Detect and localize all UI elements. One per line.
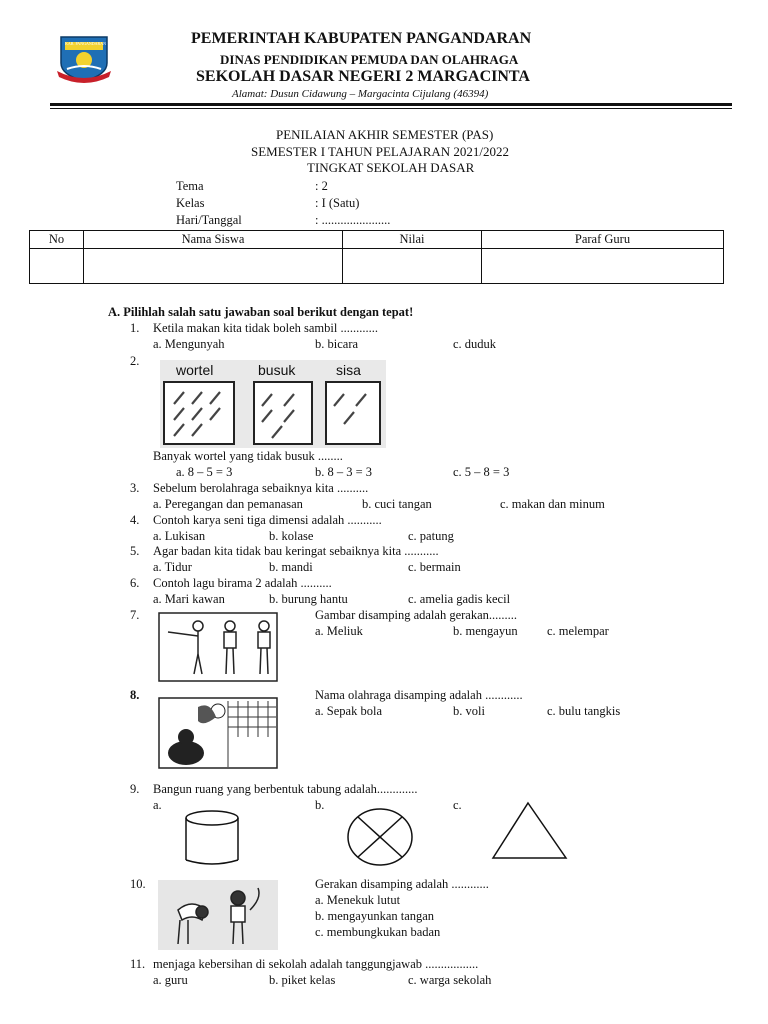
score-table — [29, 230, 724, 284]
triangle-shape[interactable] — [490, 800, 570, 862]
hari-value: : ...................... — [315, 213, 391, 227]
kelas-value: : I (Satu) — [315, 196, 360, 210]
header-line-1: PEMERINTAH KABUPATEN PANGANDARAN — [191, 30, 532, 47]
q9-text: Bangun ruang yang berbentuk tabung adalah............. — [153, 782, 418, 796]
cell-no[interactable] — [30, 249, 84, 284]
label-wortel: wortel — [176, 362, 214, 378]
q3-number: 3. — [130, 481, 140, 495]
q8-option-c[interactable]: c. bulu tangkis — [547, 704, 621, 718]
q9-number: 9. — [130, 782, 140, 796]
q11-option-a[interactable]: a. guru — [153, 973, 188, 987]
section-a-heading: A. Pilihlah salah satu jawaban soal berikut dengan tepat! — [108, 305, 414, 319]
regency-logo — [55, 33, 113, 83]
q11-option-b[interactable]: b. piket kelas — [269, 973, 336, 987]
q7-option-c[interactable]: c. melempar — [547, 624, 609, 638]
label-busuk: busuk — [258, 362, 296, 378]
q7-number: 7. — [130, 608, 140, 622]
q6-number: 6. — [130, 576, 140, 590]
col-nilai: Nilai — [343, 231, 482, 249]
q4-option-b[interactable]: b. kolase — [269, 529, 314, 543]
q8-option-a[interactable]: a. Sepak bola — [315, 704, 382, 718]
q6-text: Contoh lagu birama 2 adalah .......... — [153, 576, 332, 590]
q2-text: Banyak wortel yang tidak busuk ........ — [153, 449, 343, 463]
q2-option-a[interactable]: a. 8 – 5 = 3 — [176, 465, 233, 479]
q6-option-c[interactable]: c. amelia gadis kecil — [408, 592, 511, 606]
col-no: No — [30, 231, 84, 249]
q5-option-a[interactable]: a. Tidur — [153, 560, 192, 574]
hari-label: Hari/Tanggal — [176, 213, 242, 227]
exam-title-2: SEMESTER I TAHUN PELAJARAN 2021/2022 — [251, 144, 510, 159]
header-line-2: DINAS PENDIDIKAN PEMUDA DAN OLAHRAGA — [220, 52, 519, 67]
q1-text: Ketila makan kita tidak boleh sambil ............ — [153, 321, 378, 335]
q1-option-b[interactable]: b. bicara — [315, 337, 359, 351]
q10-option-c[interactable]: c. membungkukan badan — [315, 925, 441, 939]
cell-nilai[interactable] — [343, 249, 482, 284]
exam-title-3: TINGKAT SEKOLAH DASAR — [307, 160, 475, 175]
q10-text: Gerakan disamping adalah ............ — [315, 877, 489, 891]
q2-number: 2. — [130, 354, 140, 368]
q4-text: Contoh karya seni tiga dimensi adalah ........... — [153, 513, 382, 527]
q1-number: 1. — [130, 321, 140, 335]
header-rule-thin — [50, 108, 732, 109]
volleyball-illustration — [158, 697, 278, 769]
q10-option-b[interactable]: b. mengayunkan tangan — [315, 909, 435, 923]
q9-option-c[interactable]: c. — [453, 798, 462, 812]
q7-text: Gambar disamping adalah gerakan......... — [315, 608, 518, 622]
label-sisa: sisa — [336, 362, 361, 378]
header-address: Alamat: Dusun Cidawung – Margacinta Cijulang (46394) — [232, 88, 489, 100]
q4-number: 4. — [130, 513, 140, 527]
header-rule-thick — [50, 103, 732, 106]
crossed-circle-shape[interactable] — [345, 806, 415, 868]
col-nama: Nama Siswa — [84, 231, 343, 249]
q1-option-c[interactable]: c. duduk — [453, 337, 497, 351]
q6-option-b[interactable]: b. burung hantu — [269, 592, 348, 606]
cell-nama[interactable] — [84, 249, 343, 284]
q4-option-c[interactable]: c. patung — [408, 529, 454, 543]
logo-text: KAB. PANGANDARAN — [65, 41, 106, 46]
q6-option-a[interactable]: a. Mari kawan — [153, 592, 225, 606]
q7-option-a[interactable]: a. Meliuk — [315, 624, 363, 638]
cell-paraf[interactable] — [482, 249, 724, 284]
carrot-illustration — [160, 360, 386, 448]
q2-option-b[interactable]: b. 8 – 3 = 3 — [315, 465, 373, 479]
col-paraf: Paraf Guru — [482, 231, 724, 249]
q9-option-b[interactable]: b. — [315, 798, 325, 812]
q5-number: 5. — [130, 544, 140, 558]
q8-number: 8. — [130, 688, 140, 702]
q3-text: Sebelum berolahraga sebaiknya kita .......... — [153, 481, 369, 495]
q9-option-a[interactable]: a. — [153, 798, 162, 812]
q1-option-a[interactable]: a. Mengunyah — [153, 337, 225, 351]
q7-option-b[interactable]: b. mengayun — [453, 624, 518, 638]
q2-option-c[interactable]: c. 5 – 8 = 3 — [453, 465, 510, 479]
q5-option-c[interactable]: c. bermain — [408, 560, 461, 574]
q5-text: Agar badan kita tidak bau keringat sebaiknya kita ........... — [153, 544, 439, 558]
arm-swing-illustration — [158, 612, 278, 682]
tema-value: : 2 — [315, 179, 328, 193]
kelas-label: Kelas — [176, 196, 205, 210]
q5-option-b[interactable]: b. mandi — [269, 560, 313, 574]
q4-option-a[interactable]: a. Lukisan — [153, 529, 206, 543]
q10-option-a[interactable]: a. Menekuk lutut — [315, 893, 401, 907]
q3-option-a[interactable]: a. Peregangan dan pemanasan — [153, 497, 303, 511]
bending-illustration — [158, 880, 278, 950]
cylinder-shape[interactable] — [183, 808, 241, 870]
exam-title-1: PENILAIAN AKHIR SEMESTER (PAS) — [276, 127, 494, 142]
q10-number: 10. — [130, 877, 146, 891]
q3-option-b[interactable]: b. cuci tangan — [362, 497, 432, 511]
header-line-3: SEKOLAH DASAR NEGERI 2 MARGACINTA — [196, 68, 530, 85]
tema-label: Tema — [176, 179, 204, 193]
q11-number: 11. — [130, 957, 146, 971]
q8-option-b[interactable]: b. voli — [453, 704, 485, 718]
q3-option-c[interactable]: c. makan dan minum — [500, 497, 605, 511]
q11-option-c[interactable]: c. warga sekolah — [408, 973, 492, 987]
q8-text: Nama olahraga disamping adalah ............ — [315, 688, 523, 702]
q11-text: menjaga kebersihan di sekolah adalah tanggungjawab ................. — [153, 957, 479, 971]
